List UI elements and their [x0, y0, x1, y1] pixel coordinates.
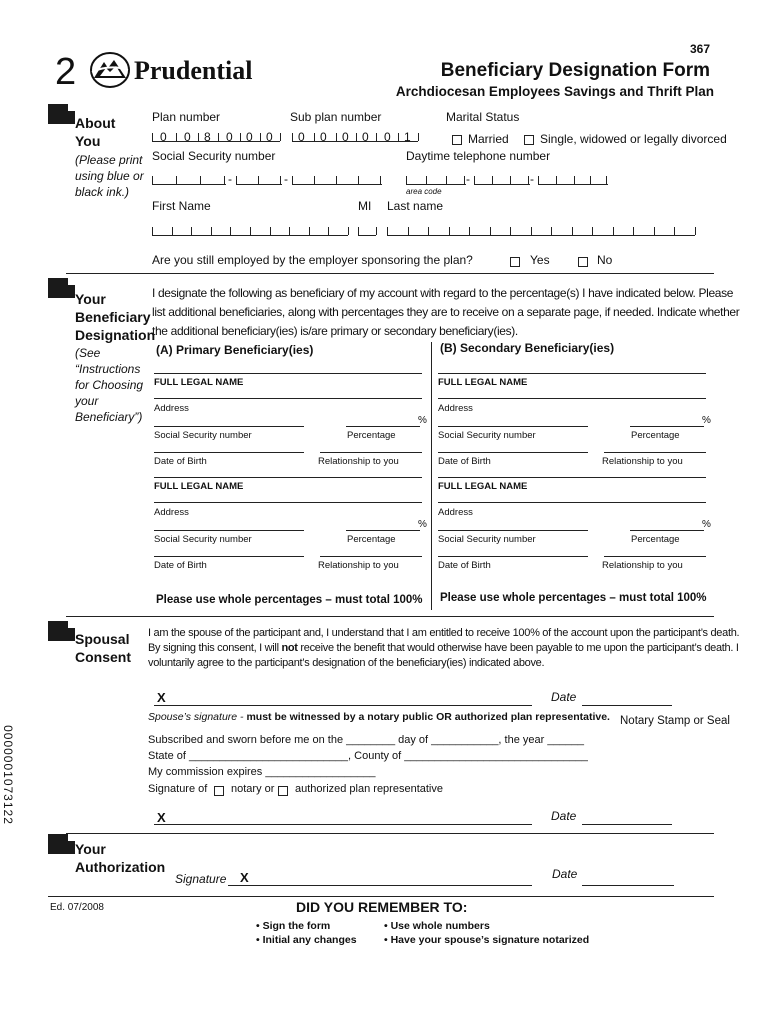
- single-label: Single, widowed or legally divorced: [540, 132, 727, 146]
- field-tick: [654, 227, 655, 235]
- list-item: • Use whole numbers: [384, 920, 490, 932]
- primary-beneficiary-2-name-label: FULL LEGAL NAME: [154, 481, 244, 492]
- secondary-beneficiary-1-address-line[interactable]: [438, 398, 706, 399]
- plan-name: Archdiocesan Employees Savings and Thrift Plan: [395, 84, 714, 99]
- remember-left-list: [256, 919, 357, 947]
- yes-checkbox[interactable]: [510, 257, 520, 267]
- field-tick: [191, 227, 192, 235]
- field-tick: [695, 227, 696, 235]
- single-checkbox[interactable]: [524, 135, 534, 145]
- field-tick: [289, 227, 290, 235]
- notary-checkbox[interactable]: [214, 786, 224, 796]
- section-divider: [66, 833, 714, 834]
- about-note: (Please print using blue or black ink.): [75, 153, 144, 199]
- beneficiary-title: Your Beneficiary Designation: [75, 291, 156, 343]
- primary-beneficiary-1-percent-sign: %: [418, 415, 427, 426]
- field-tick: [348, 227, 349, 235]
- field-tick: [428, 227, 429, 235]
- last-name-label: Last name: [387, 199, 444, 213]
- column-divider: [431, 342, 432, 610]
- field-tick: [674, 227, 675, 235]
- ssn-label: Social Security number: [152, 149, 276, 163]
- primary-beneficiary-2-percentage-label: Percentage: [347, 534, 396, 545]
- secondary-beneficiary-2-name-label: FULL LEGAL NAME: [438, 481, 528, 492]
- field-tick: [211, 227, 212, 235]
- list-item: • Sign the form: [256, 920, 331, 932]
- secondary-beneficiary-2-dob-label: Date of Birth: [438, 560, 491, 571]
- signature-of-label: Signature of: [148, 783, 208, 795]
- primary-beneficiary-2-percentage-line[interactable]: [346, 530, 420, 531]
- secondary-beneficiary-1-ssn-label: Social Security number: [438, 430, 536, 441]
- phone-label: Daytime telephone number: [406, 149, 551, 163]
- edition-label: Ed. 07/2008: [50, 902, 104, 913]
- secondary-beneficiary-1-name-line[interactable]: [438, 373, 706, 374]
- field-tick: [613, 227, 614, 235]
- primary-beneficiary-2-ssn-line[interactable]: [154, 530, 304, 531]
- beneficiary-intro: I designate the following as beneficiary of my account with regard to the percentage(s) I have indicated below. Please list additional beneficiaries, along with percentages they are to receive on a separate page, if needed. Indicate whether the additional beneficiary(ies) is/are primary or secondary beneficiary(ies).: [152, 286, 740, 338]
- married-label: Married: [468, 132, 509, 146]
- auth-signature-label: Signature: [175, 872, 227, 886]
- auth-date-label: Date: [552, 867, 578, 881]
- section-marker: [48, 621, 68, 641]
- spouse-date-label: Date: [551, 690, 577, 704]
- field-tick: [230, 227, 231, 235]
- list-item: • Have your spouse’s signature notarized: [384, 934, 590, 946]
- primary-beneficiary-2-ssn-label: Social Security number: [154, 534, 252, 545]
- married-checkbox[interactable]: [452, 135, 462, 145]
- section-divider: [66, 273, 714, 274]
- secondary-beneficiary-1-name-label: FULL LEGAL NAME: [438, 377, 528, 388]
- section-divider: [66, 616, 714, 617]
- notary-date-label: Date: [551, 809, 577, 823]
- no-checkbox[interactable]: [578, 257, 588, 267]
- primary-beneficiary-1-percentage-line[interactable]: [346, 426, 420, 427]
- primary-beneficiary-2-percent-sign: %: [418, 519, 427, 530]
- field-tick: [408, 227, 409, 235]
- section-marker: [48, 278, 68, 298]
- primary-beneficiary-2-name-line[interactable]: [154, 477, 422, 478]
- secondary-heading: (B) Secondary Beneficiary(ies): [440, 341, 615, 355]
- secondary-beneficiary-2-address-label: Address: [438, 507, 473, 518]
- field-tick: [490, 227, 491, 235]
- secondary-beneficiary-1-percentage-label: Percentage: [631, 430, 680, 441]
- secondary-beneficiary-2-relationship-label: Relationship to you: [602, 560, 683, 571]
- secondary-beneficiary-2-ssn-label: Social Security number: [438, 534, 536, 545]
- primary-total-note: Please use whole percentages – must total 100%: [156, 594, 423, 606]
- primary-beneficiary-1-relationship-label: Relationship to you: [318, 456, 399, 467]
- spouse-signature-line[interactable]: [154, 705, 532, 706]
- secondary-beneficiary-1-ssn-line[interactable]: [438, 426, 588, 427]
- field-tick: [510, 227, 511, 235]
- form-code: 367: [689, 42, 710, 56]
- spouse-signature-caption: Spouse’s signature - must be witnessed by a notary public OR authorized plan representative.: [148, 711, 610, 723]
- secondary-beneficiary-2-dob-line[interactable]: [438, 556, 588, 557]
- auth-signature-line[interactable]: [228, 885, 532, 886]
- secondary-beneficiary-2-ssn-line[interactable]: [438, 530, 588, 531]
- secondary-beneficiary-2-relationship-line[interactable]: [604, 556, 706, 557]
- footer-divider: [48, 896, 714, 897]
- notary-option-label: notary or: [231, 783, 275, 795]
- secondary-beneficiary-1-dob-line[interactable]: [438, 452, 588, 453]
- field-tick: [172, 227, 173, 235]
- yes-label: Yes: [530, 253, 550, 267]
- field-tick: [633, 227, 634, 235]
- secondary-beneficiary-1-address-label: Address: [438, 403, 473, 414]
- primary-beneficiary-2-address-label: Address: [154, 507, 189, 518]
- field-tick: [531, 227, 532, 235]
- field-tick: [469, 227, 470, 235]
- mi-label: MI: [358, 199, 372, 213]
- primary-beneficiary-1-dob-line[interactable]: [154, 452, 304, 453]
- primary-beneficiary-1-name-label: FULL LEGAL NAME: [154, 377, 244, 388]
- spouse-x-mark: X: [157, 690, 166, 705]
- primary-beneficiary-2-address-line[interactable]: [154, 502, 422, 503]
- secondary-beneficiary-2-percent-sign: %: [702, 519, 711, 530]
- about-title: About You: [75, 115, 116, 149]
- section-marker: [48, 834, 68, 854]
- primary-beneficiary-2-relationship-line[interactable]: [320, 556, 422, 557]
- form-title: Beneficiary Designation Form: [440, 60, 710, 81]
- rep-checkbox[interactable]: [278, 786, 288, 796]
- secondary-beneficiary-2-address-line[interactable]: [438, 502, 706, 503]
- brand-name: Prudential: [134, 56, 253, 85]
- field-tick: [592, 227, 593, 235]
- field-tick: [551, 227, 552, 235]
- field-tick: [152, 227, 153, 235]
- secondary-beneficiary-2-percentage-line[interactable]: [630, 530, 704, 531]
- prudential-logo: [90, 52, 130, 88]
- field-tick: [572, 227, 573, 235]
- authorization-title: Your Authorization: [75, 841, 166, 875]
- secondary-beneficiary-1-relationship-line[interactable]: [604, 452, 706, 453]
- secondary-beneficiary-1-relationship-label: Relationship to you: [602, 456, 683, 467]
- primary-beneficiary-1-address-line[interactable]: [154, 398, 422, 399]
- secondary-beneficiary-1-percentage-line[interactable]: [630, 426, 704, 427]
- secondary-beneficiary-2-name-line[interactable]: [438, 477, 706, 478]
- secondary-total-note: Please use whole percentages – must total 100%: [440, 592, 707, 604]
- primary-beneficiary-1-dob-label: Date of Birth: [154, 456, 207, 467]
- spousal-text: I am the spouse of the participant and, I understand that I am entitled to receive 100% of the account upon the participant’s death. By signing this consent, I will not receive the benefit that would otherwise have been payable to me upon the participant’s death. I voluntarily agree to the participant’s designation of the beneficiary(ies) indicated above.: [148, 627, 740, 669]
- notary-signature-line[interactable]: [154, 824, 532, 825]
- primary-beneficiary-1-address-label: Address: [154, 403, 189, 414]
- section-marker: [48, 104, 68, 124]
- side-barcode-number: 0000001073122: [1, 725, 15, 825]
- sub-plan-label: Sub plan number: [290, 110, 382, 124]
- remember-right-list: [384, 919, 589, 947]
- secondary-beneficiary-1-percent-sign: %: [702, 415, 711, 426]
- notary-x-mark: X: [157, 810, 166, 825]
- spousal-title: Spousal Consent: [75, 631, 131, 665]
- primary-beneficiary-1-percentage-label: Percentage: [347, 430, 396, 441]
- remember-title: DID YOU REMEMBER TO:: [296, 899, 468, 915]
- secondary-beneficiary-1-dob-label: Date of Birth: [438, 456, 491, 467]
- spousal-text-line2: By signing this consent, I will not receive the benefit that would otherwise have been payable to me upon the participant’s death. I: [148, 642, 739, 654]
- employed-question: Are you still employed by the employer sponsoring the plan?: [152, 253, 473, 267]
- primary-beneficiary-2-dob-label: Date of Birth: [154, 560, 207, 571]
- notary-block: Subscribed and sworn before me on the ________ day of ___________, the year ______ State of __________________________, County of ______________________________ My commission expires __________________: [148, 734, 588, 778]
- plan-number-label: Plan number: [152, 110, 221, 124]
- field-tick: [250, 227, 251, 235]
- primary-beneficiary-1-ssn-label: Social Security number: [154, 430, 252, 441]
- primary-beneficiary-2-relationship-label: Relationship to you: [318, 560, 399, 571]
- auth-date-line[interactable]: [582, 885, 674, 886]
- primary-heading: (A) Primary Beneficiary(ies): [156, 343, 314, 357]
- no-label: No: [597, 253, 613, 267]
- primary-beneficiary-1-relationship-line[interactable]: [320, 452, 422, 453]
- field-tick: [270, 227, 271, 235]
- field-tick: [328, 227, 329, 235]
- beneficiary-note: (See “Instructions for Choosing your Beneficiary”): [75, 346, 144, 424]
- primary-beneficiary-1-ssn-line[interactable]: [154, 426, 304, 427]
- field-tick: [449, 227, 450, 235]
- secondary-beneficiary-2-percentage-label: Percentage: [631, 534, 680, 545]
- notary-stamp-label: Notary Stamp or Seal: [620, 715, 730, 727]
- area-code-label: area code: [406, 187, 442, 196]
- field-tick: [387, 227, 388, 235]
- list-item: • Initial any changes: [256, 934, 357, 946]
- primary-beneficiary-2-dob-line[interactable]: [154, 556, 304, 557]
- marital-status-label: Marital Status: [446, 110, 520, 124]
- field-tick: [309, 227, 310, 235]
- page-number: 2: [55, 51, 77, 93]
- rock-logo-icon: [90, 52, 130, 88]
- auth-x-mark: X: [240, 870, 249, 885]
- primary-beneficiary-1-name-line[interactable]: [154, 373, 422, 374]
- spouse-date-line[interactable]: [582, 705, 672, 706]
- first-name-label: First Name: [152, 199, 211, 213]
- rep-option-label: authorized plan representative: [295, 783, 443, 795]
- notary-date-line[interactable]: [582, 824, 672, 825]
